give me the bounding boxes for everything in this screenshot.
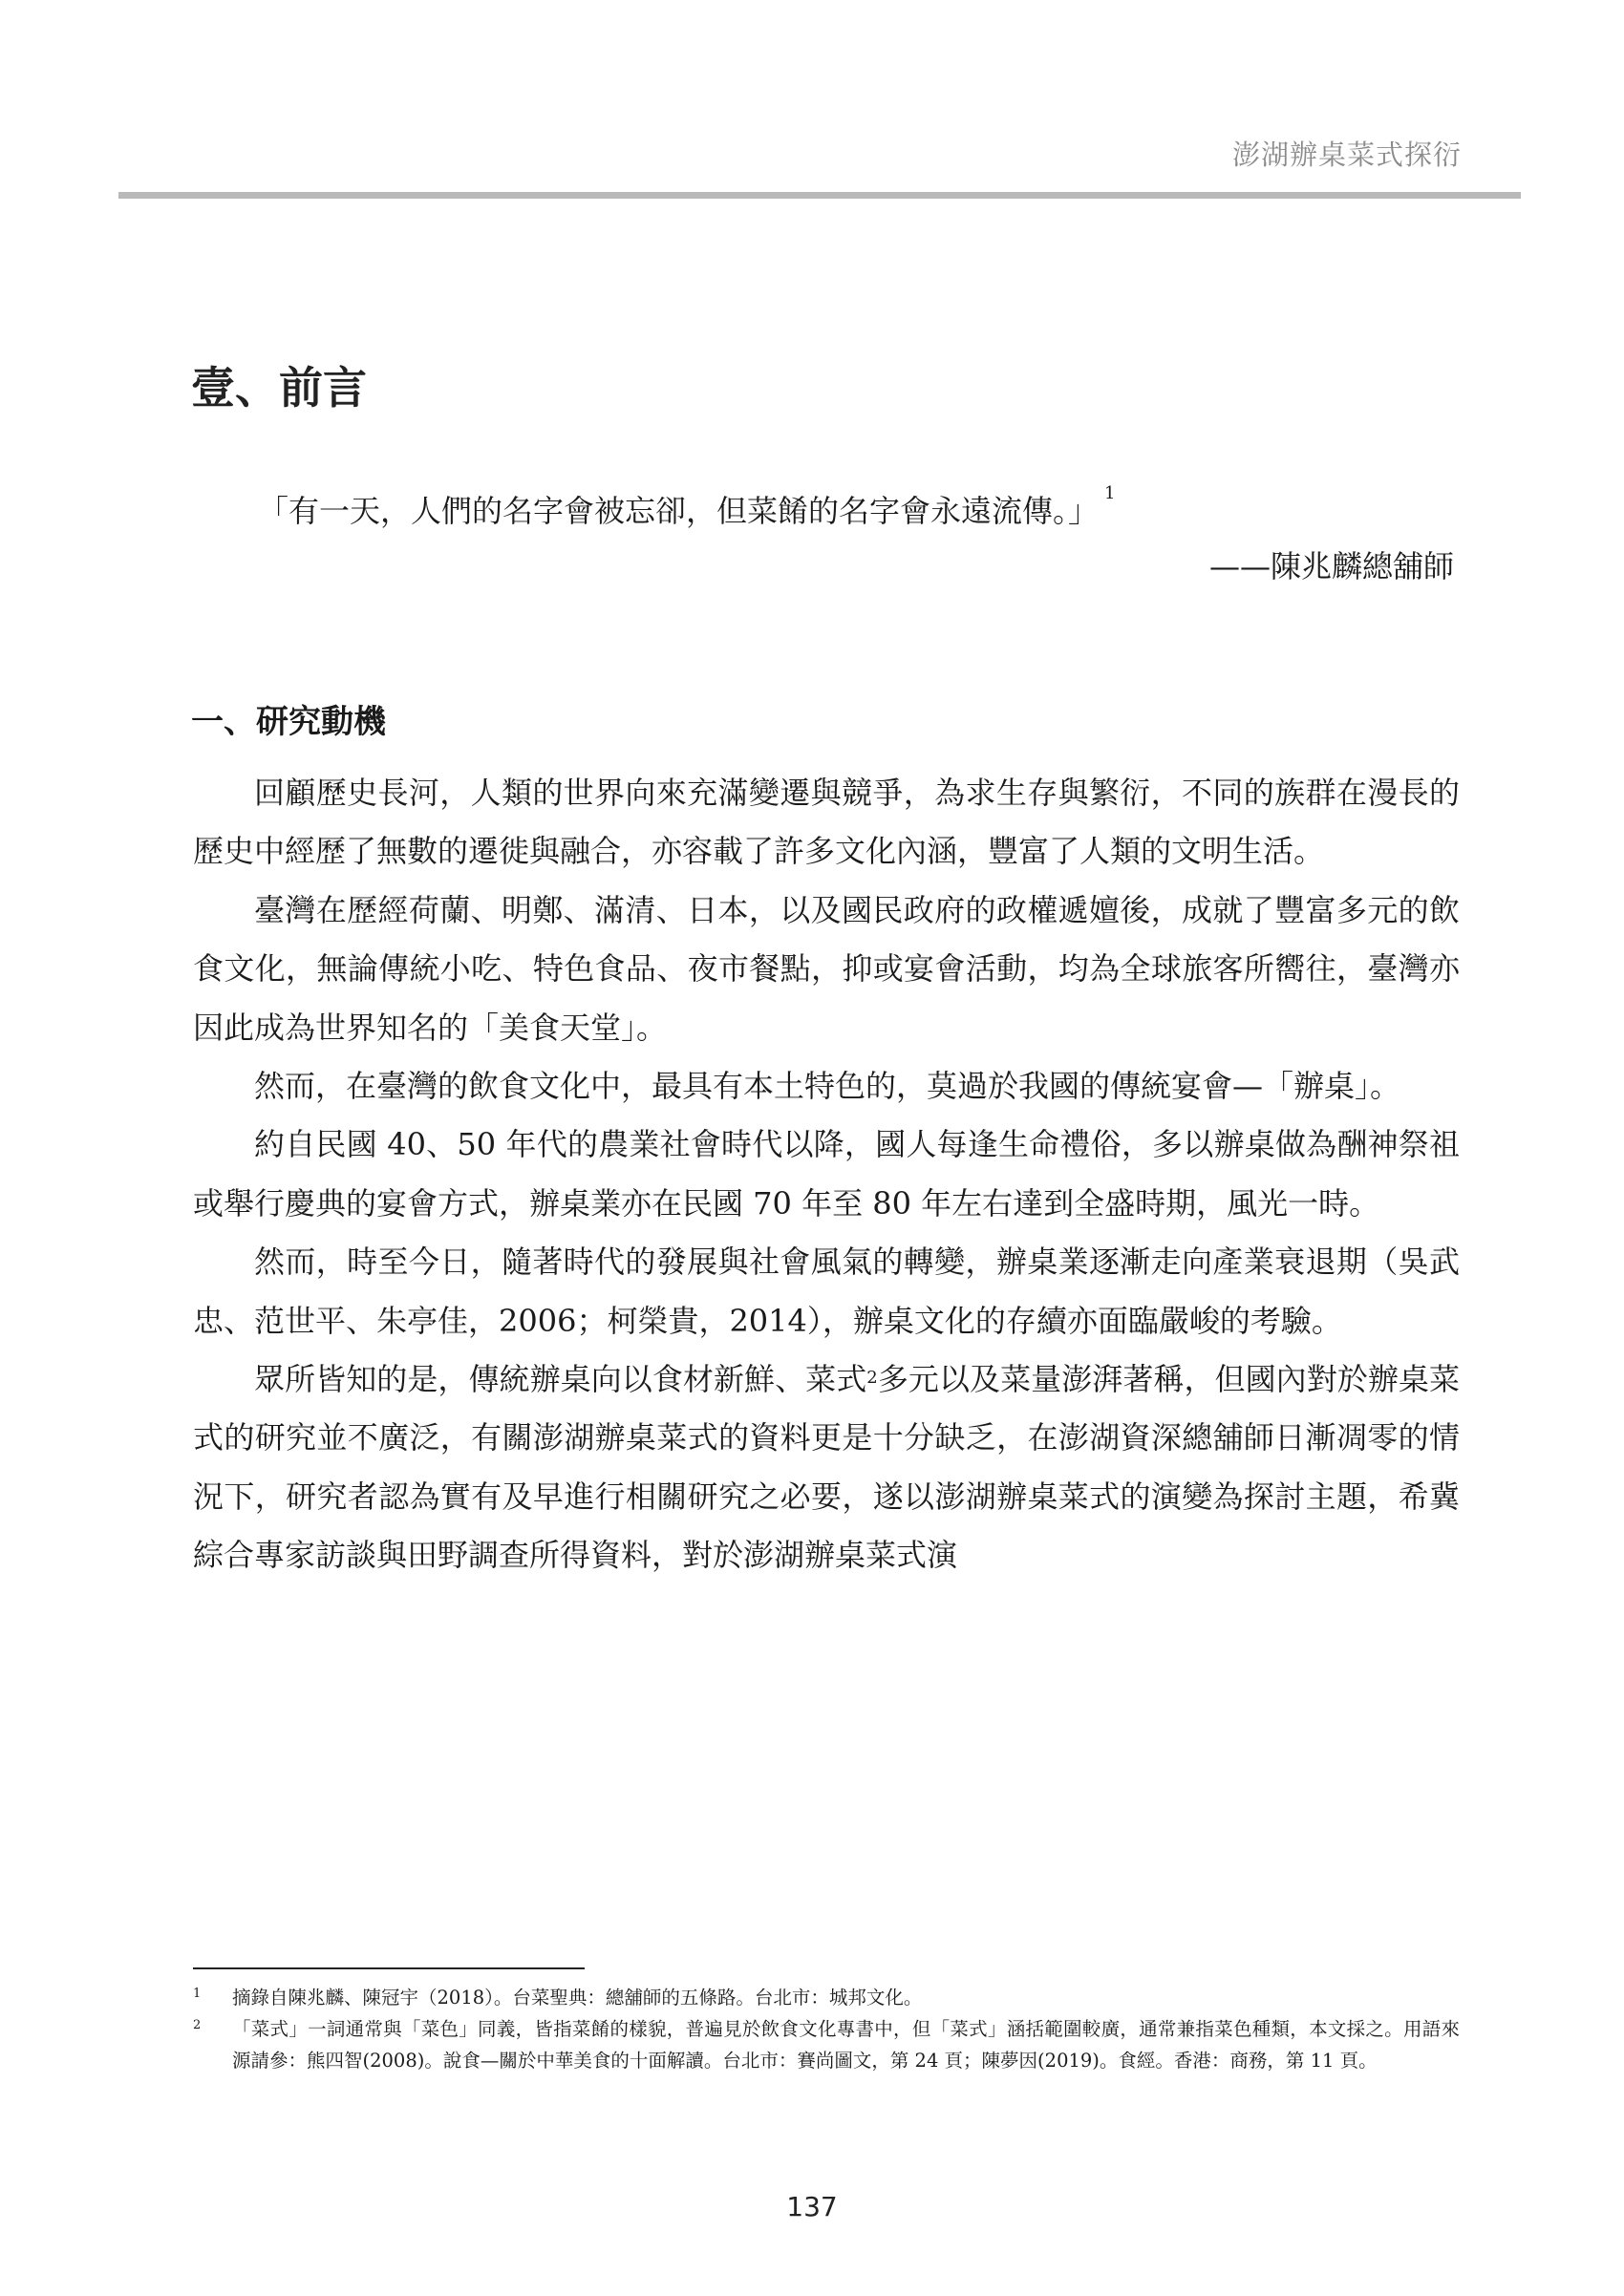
footnote-text: 摘錄自陳兆麟、陳冠宇（2018）。台菜聖典：總舖師的五條路。台北市：城邦文化。 [232, 1987, 923, 2009]
paragraph: 回顧歷史長河，人類的世界向來充滿變遷與競爭，為求生存與繁衍，不同的族群在漫長的歷史中經歷了無數的遷徙與融合，亦容載了許多文化內涵，豐富了人類的文明生活。 [193, 775, 1460, 870]
footnote-ref-1[interactable]: 1 [1104, 483, 1116, 503]
chapter-title: 壹、前言 [191, 362, 367, 414]
paragraph: 臺灣在歷經荷蘭、明鄭、滿清、日本，以及國民政府的政權遞嬗後，成就了豐富多元的飲食文化，無論傳統小吃、特色食品、夜市餐點，抑或宴會活動，均為全球旅客所嚮往，臺灣亦因此成為世界知名的「美食天堂」。 [193, 891, 1460, 1046]
footnote-ref-2[interactable]: 2 [866, 1368, 878, 1389]
footnote-text: 「菜式」一詞通常與「菜色」同義，皆指菜餚的樣貌，普遍見於飲食文化專書中，但「菜式」涵括範圍較廣，通常兼指菜色種類，本文採之。用語來源請參：熊四智(2008)。說食—關於中華美食的十面解讀。台北市：賽尚圖文，第 24 頁；陳夢因(2019)。食經。香港：商務，第 11 頁。 [232, 2018, 1460, 2072]
paragraph-text: 多元以及菜量澎湃著稱，但國內對於辦桌菜式的研究並不廣泛，有關澎湖辦桌菜式的資料更是十分缺乏，在澎湖資深總舖師日漸凋零的情況下，研究者認為實有及早進行相關研究之必要，遂以澎湖辦桌菜式的演變為探討主題，希冀綜合專家訪談與田野調查所得資料，對於澎湖辦桌菜式演 [193, 1361, 1460, 1574]
running-title: 澎湖辦桌菜式探衍 [1231, 138, 1462, 171]
footnote-number: 1 [193, 1987, 202, 2001]
epigraph-attribution: ——陳兆麟總舖師 [1208, 548, 1454, 585]
paragraph: 約自民國 40、50 年代的農業社會時代以降，國人每逢生命禮俗，多以辦桌做為酬神祭祖或舉行慶典的宴會方式，辦桌業亦在民國 70 年至 80 年左右達到全盛時期，風光一時。 [193, 1126, 1460, 1222]
footnotes [193, 1982, 1460, 2076]
footnote [193, 2013, 1460, 2076]
paragraph [193, 1350, 1460, 1585]
paragraph: 然而，時至今日，隨著時代的發展與社會風氣的轉變，辦桌業逐漸走向產業衰退期（吳武忠、范世平、朱亭佳，2006；柯榮貴，2014），辦桌文化的存續亦面臨嚴峻的考驗。 [193, 1244, 1460, 1339]
footnote-number: 2 [193, 2018, 202, 2032]
section-title: 一、研究動機 [191, 703, 386, 741]
page-number: 137 [786, 2191, 838, 2222]
footnote [193, 1982, 1460, 2013]
paragraph: 然而，在臺灣的飲食文化中，最具有本土特色的，莫過於我國的傳統宴會—「辦桌」。 [254, 1068, 1401, 1105]
footnote-rule [193, 1967, 585, 1969]
paragraph-text: 眾所皆知的是，傳統辦桌向以食材新鮮、菜式 [254, 1361, 867, 1398]
body-text [193, 764, 1460, 1585]
header-rule [118, 192, 1521, 199]
epigraph-quote-text: 「有一天，人們的名字會被忘卻，但菜餚的名字會永遠流傳。」 [258, 493, 1100, 529]
epigraph-quote [258, 483, 1116, 531]
